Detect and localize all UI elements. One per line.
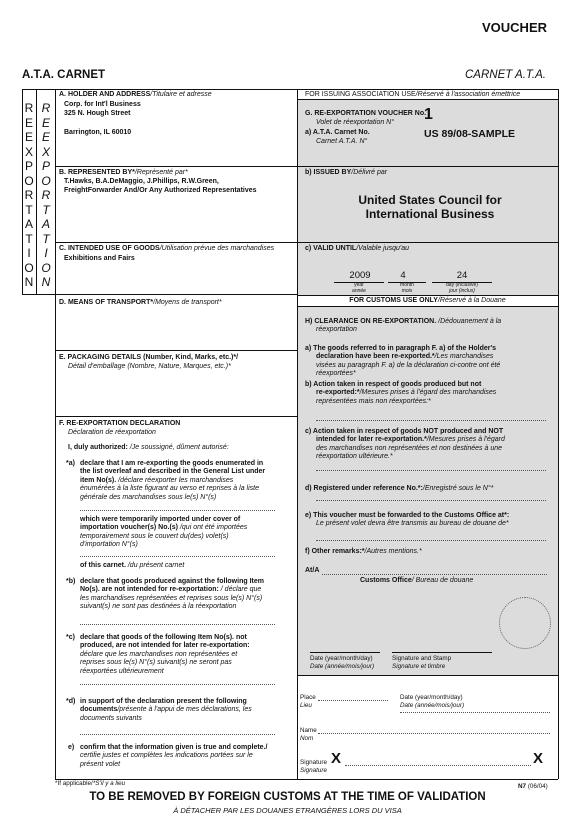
hc-fr-3: réexportation ultérieure.* (316, 453, 393, 461)
issuing-association-en: FOR ISSUING ASSOCIATION USE (305, 91, 416, 98)
form-code-date: (06/04) (527, 783, 548, 790)
fe-en-1: confirm that the information given is true and complete./ (80, 744, 268, 751)
he-en: e) This voucher must be forwarded to the Customs Office at*: (305, 512, 510, 519)
fa-items-line (80, 510, 275, 511)
month-caption-en: month (400, 282, 414, 288)
vertical-letter-en-3: X (24, 144, 33, 159)
hc-en-2: intended for later re-exportation.* (316, 436, 427, 444)
vertical-letter-fr-3: X (41, 144, 50, 159)
fb-block (80, 578, 292, 612)
hf-fr: /Autres mentions.* (364, 548, 422, 555)
fd-en-1: in support of the declaration present the following (80, 698, 247, 705)
frame-letters-divider (36, 89, 37, 294)
divider-g-b (297, 166, 558, 167)
name-line (318, 733, 550, 734)
g-label-fr: Volet de réexportation N° (316, 119, 395, 126)
valid-month: 4 (400, 270, 406, 281)
year-caption (334, 283, 384, 294)
fa-en-1: declare that I am re-exporting the goods enumerated in (80, 460, 264, 467)
name-en: Name (300, 727, 317, 734)
valid-until-en: c) VALID UNTIL (305, 245, 357, 252)
day-caption-fr: jour (inclus) (449, 287, 475, 294)
fa2-fr-3: d'importation N°(s) (80, 541, 138, 549)
fa3-line (80, 562, 184, 570)
divider-c-d (55, 294, 297, 295)
customs-sig-fr: Signature et timbre (392, 662, 446, 670)
fa3-en: of this carnet. (80, 562, 126, 569)
removal-notice-fr: À DÉTACHER PAR LES DOUANES ETRANGÈRES LORS DU VISA (173, 806, 402, 815)
hd-line (305, 485, 555, 493)
year-caption-en: year (354, 282, 364, 288)
fa3-fr: /du présent carnet (127, 562, 185, 569)
signature-fr: Signature (300, 766, 327, 774)
issued-by-fr: /Délivré par (351, 169, 388, 176)
voucher-number: 1 (424, 106, 433, 123)
intended-use-value: Exhibitions and Fairs (64, 255, 135, 262)
footnote (55, 780, 125, 788)
signature-x-right: X (533, 750, 544, 767)
customs-office-en: Customs Office (360, 577, 412, 584)
form-code-number: N7 (518, 783, 527, 790)
fd-en-2: documents (80, 706, 118, 714)
rep-line-2: FreightForwarder And/Or Any Authorized Representatives (64, 187, 257, 194)
top-rule (22, 89, 558, 90)
fa2-en-1: which were temporarily imported under cover of (80, 516, 241, 523)
customs-office-fr: / Bureau de douane (411, 577, 474, 584)
mark-b: *b) (66, 578, 76, 585)
customs-date-caption (310, 655, 374, 670)
hc-en-1: c) Action taken in respect of goods NOT produced and NOT (305, 428, 504, 435)
fa-fr-1: /déclare réexporter les marchandises (118, 476, 234, 484)
section-d-label-en: D. MEANS OF TRANSPORT* (59, 299, 154, 306)
vertical-letter-en-2: E (24, 130, 33, 144)
holder-line-2: 325 N. Hough Street (64, 110, 131, 117)
mark-e: e) (68, 744, 75, 751)
vertical-letter-en-10: I (27, 246, 31, 260)
at-label: At/A (305, 567, 320, 574)
ha-en-1: a) The goods referred to in paragraph F. a) of the Holder's (305, 345, 497, 352)
hb-block (305, 381, 553, 406)
ha-fr-2: visées au paragraph F. a) de la déclaration ci-contre ont été (316, 361, 501, 369)
year-caption-fr: année (352, 287, 366, 294)
customs-sig-en: Signature and Stamp (392, 655, 452, 662)
divider-d-e (55, 350, 297, 351)
vertical-letter-en-1: E (24, 115, 33, 130)
vertical-letter-fr-9: T (42, 231, 50, 246)
section-f-label: F. RE-EXPORTATION DECLARATION (59, 420, 181, 427)
fc-fr-2: reprises sous le(s) N°(s) suivant(s) ne seront pas (80, 659, 232, 667)
signature-line (345, 765, 531, 766)
fa-block (80, 460, 292, 502)
duly-authorized-fr: /Je soussigné, dûment autorisé: (129, 444, 229, 451)
hb-en-1: b) Action taken in respect of goods produced but not (305, 381, 482, 388)
holder-line-1: Corp. for Int'l Business (64, 101, 141, 108)
fb-en-2: No(s). are not intended for re-exportation: (80, 586, 219, 594)
fd-block (80, 698, 292, 723)
form-code (518, 783, 548, 791)
signature-en: Signature (300, 759, 327, 766)
section-e-label: E. PACKAGING DETAILS (Number, Kind, Marks, etc.)*/ (59, 354, 239, 361)
vertical-letter-en-4: P (24, 159, 33, 173)
vertical-letter-en-12: N (24, 275, 34, 289)
fd-fr-1: /présente à l'appui de mes déclarations, les (117, 706, 252, 714)
fc-fr-1: déclare que les marchandises non représentées et (80, 650, 238, 658)
frame-left-lower (55, 294, 56, 779)
valid-until-label (305, 245, 409, 253)
issued-by-label (305, 169, 387, 177)
fd-docs-line (80, 734, 275, 735)
vertical-letter-fr-2: E (41, 130, 50, 144)
name-label (300, 727, 317, 742)
month-caption-fr: mois (401, 287, 413, 294)
section-a-label (59, 91, 212, 99)
signature-label (300, 759, 327, 774)
fa-en-3: item No(s). (80, 476, 117, 484)
holder-line-3: Barrington, IL 60010 (64, 129, 132, 136)
section-c-label-en: C. INTENDED USE OF GOODS (59, 245, 160, 252)
customs-date-en: Date (year/month/day) (310, 655, 373, 662)
fa2-fr-1: /qui ont été importées (179, 524, 248, 532)
duly-authorized-en: I, duly authorized: (68, 444, 128, 451)
vertical-letter-en-8: A (24, 217, 33, 231)
place-en: Place (300, 694, 316, 701)
issuer-name (305, 193, 555, 221)
fb-fr-2: les marchandises représentées et reprises sous le(s) N°(s) (80, 594, 263, 602)
vertical-letter-fr-4: P (41, 159, 50, 173)
fc-block (80, 634, 292, 676)
hd-en: d) Registered under reference No.*: (305, 485, 423, 492)
g-label: G. RE-EXPORTATION VOUCHER No. (305, 110, 427, 117)
he-line-fill (316, 540, 546, 541)
place-label (300, 694, 316, 709)
carnet-number: US 89/08-SAMPLE (424, 128, 516, 140)
hc-block (305, 428, 553, 462)
section-a-label-en: A. HOLDER AND ADDRESS (59, 91, 151, 98)
issued-by-en: b) ISSUED BY (305, 169, 352, 176)
stamp-circle (499, 597, 551, 649)
ha-en-2: declaration have been re-exported.* (316, 353, 435, 361)
fc-en-2: produced, are not intended for later re-exportation: (80, 642, 250, 650)
mark-c: *c) (66, 634, 75, 641)
divider-b-c (55, 242, 297, 243)
month-caption (388, 283, 426, 294)
h-label-fr-2: réexportation (316, 326, 357, 334)
fe-fr-2: présent volet (80, 760, 121, 768)
divider-e-f (55, 416, 297, 417)
fb-fr-1: / déclare que (220, 586, 262, 594)
vertical-letter-en-9: T (25, 231, 33, 246)
holder-date-fr: Date (année/mois/jour) (400, 701, 465, 709)
day-caption-en: day (inclusive) (446, 282, 478, 288)
hf-line (305, 548, 422, 556)
fa-fr-2: énumérées à la liste figurant au verso et reprises à la liste (80, 485, 259, 493)
section-b-label (59, 169, 188, 177)
mark-d: *d) (66, 698, 76, 705)
day-caption (432, 283, 492, 294)
vertical-letter-fr-7: T (42, 202, 50, 217)
fe-fr-1: certifie justes et complètes les indications portées sur le (80, 752, 253, 760)
ga-label-fr: Carnet A.T.A. N° (316, 138, 368, 145)
fd-fr-2: documents suivants (80, 714, 142, 722)
signature-x-left: X (331, 750, 342, 767)
valid-day: 24 (456, 270, 468, 281)
ha-fr-3: réexportées* (316, 370, 356, 378)
hd-line-fill (316, 500, 546, 501)
hb-fr-1: /Mesures prises à l'égard des marchandises (359, 389, 497, 397)
footnote-en: *If applicable/ (55, 780, 93, 787)
vertical-letter-fr-12: N (41, 275, 51, 289)
valid-until-fr: /Valable jusqu'au (356, 245, 410, 252)
hc-fr-1: /Mesures prises à l'égard (426, 436, 505, 444)
vertical-letter-fr-5: O (41, 173, 51, 188)
section-a-label-fr: /Titulaire et adresse (150, 91, 212, 98)
customs-only-header (297, 297, 558, 305)
divider-b-c-right (297, 242, 558, 243)
customs-sig-line (392, 652, 492, 653)
fb-en-1: declare that goods produced against the following Item (80, 578, 264, 585)
vertical-letter-en-0: R (24, 101, 34, 115)
holder-date-line (400, 712, 550, 713)
holder-date-en: Date (year/month/day) (400, 694, 463, 701)
issuer-line-2: International Business (365, 207, 495, 221)
fa2-block (80, 516, 292, 550)
fb-items-line (80, 624, 275, 625)
customs-only-en: FOR CUSTOMS USE ONLY (349, 297, 438, 304)
holder-date-label (400, 694, 464, 709)
section-d-label (59, 299, 222, 307)
hb-en-2: re-exported:* (316, 389, 360, 397)
hb-line (316, 420, 546, 421)
bottom-rule (55, 779, 558, 780)
vertical-letter-en-11: O (24, 260, 34, 275)
vertical-letter-en-6: R (24, 188, 34, 202)
carnet-title-fr: CARNET A.T.A. (465, 69, 546, 81)
rep-line-1: T.Hawks, B.A.DeMaggio, J.Phillips, R.W.Green, (64, 178, 219, 185)
he-block (305, 512, 555, 529)
fa-en-2: the list overleaf and described in the General List under (80, 468, 266, 476)
frame-letters-right (55, 89, 56, 294)
h-label-en: H) CLEARANCE ON RE-EXPORTATION. (305, 318, 437, 325)
he-fr: Le présent volet devra être transmis au bureau de douane de* (316, 520, 509, 528)
at-line (322, 574, 547, 575)
issuer-line-1: United States Council for (358, 193, 502, 207)
vertical-letter-fr-0: R (41, 101, 51, 115)
voucher-title: VOUCHER (482, 20, 548, 35)
vertical-letter-fr-10: I (44, 246, 48, 260)
ha-block (305, 345, 553, 379)
section-c-label (59, 245, 274, 253)
section-b-label-fr: /Représenté par* (134, 169, 188, 176)
fe-block (80, 744, 295, 769)
section-f-label-fr: Déclaration de réexportation (68, 429, 156, 436)
fa-fr-3: générale des marchandises sous le(s) N°(s) (80, 493, 217, 501)
fb-fr-3: suivant(s) ne sont pas destinées à la réexportation (80, 603, 237, 611)
hc-fr-2: des marchandises non représentées et non destinées à une (316, 444, 503, 452)
fc-en-1: declare that goods of the following Item No(s). not (80, 634, 247, 641)
vertical-letter-fr-8: A (41, 217, 50, 231)
hb-fr-2: représentées mais non réexportées:* (316, 397, 431, 405)
customs-only-fr: /Réservé à la Douane (437, 297, 506, 304)
fa2-vouchers-line (80, 556, 275, 557)
place-line (318, 700, 388, 701)
customs-date-fr: Date (année/mois/jour) (310, 662, 375, 670)
removal-notice-en: TO BE REMOVED BY FOREIGN CUSTOMS AT THE TIME OF VALIDATION (89, 791, 486, 803)
ga-label: a) A.T.A. Carnet No. (305, 129, 370, 136)
frame-bottom-left (22, 294, 56, 295)
vertical-letter-fr-1: E (41, 115, 50, 130)
footnote-fr: *S'il y a lieu (92, 780, 126, 787)
vertical-letter-en-7: T (25, 202, 33, 217)
fa2-en-2: importation voucher(s) No.(s) (80, 524, 179, 532)
vertical-letter-en-5: O (24, 173, 34, 188)
fc-fr-3: réexportées ultérieurement (80, 667, 164, 675)
mark-a: *a) (66, 460, 75, 467)
vertical-letter-fr-11: O (41, 260, 51, 275)
vertical-letter-fr-6: R (41, 188, 51, 202)
customs-date-line (310, 652, 380, 653)
ha-fr-1: /Les marchandises (434, 353, 494, 361)
place-fr: Lieu (300, 701, 312, 709)
hd-fr: /Enregistré sous le N°* (422, 485, 494, 492)
issuing-association-fr: /Réservé à l'association émettrice (415, 91, 521, 98)
section-b-label-en: B. REPRESENTED BY* (59, 169, 135, 176)
duly-authorized (68, 444, 229, 452)
carnet-title-en: A.T.A. CARNET (22, 69, 106, 81)
customs-sig-caption (392, 655, 451, 670)
divider-a-b (55, 166, 297, 167)
section-d-label-fr: /Moyens de transport* (153, 299, 222, 306)
valid-year: 2009 (349, 270, 371, 281)
section-e-label-fr: Détail d'emballage (Nombre, Nature, Marques, etc.)* (68, 363, 231, 370)
customs-office-caption (360, 577, 473, 585)
name-fr: Nom (300, 734, 314, 742)
section-c-label-fr: /Utilisation prévue des marchandises (159, 245, 275, 252)
h-label-fr-1: /Dédouanement à la (438, 318, 502, 325)
fa2-fr-2: temporairement sous le couvert du(des) volet(s) (80, 532, 229, 540)
h-block (305, 318, 550, 335)
hc-line (316, 470, 546, 471)
fc-items-line (80, 684, 275, 685)
hf-en: f) Other remarks:* (305, 548, 365, 555)
